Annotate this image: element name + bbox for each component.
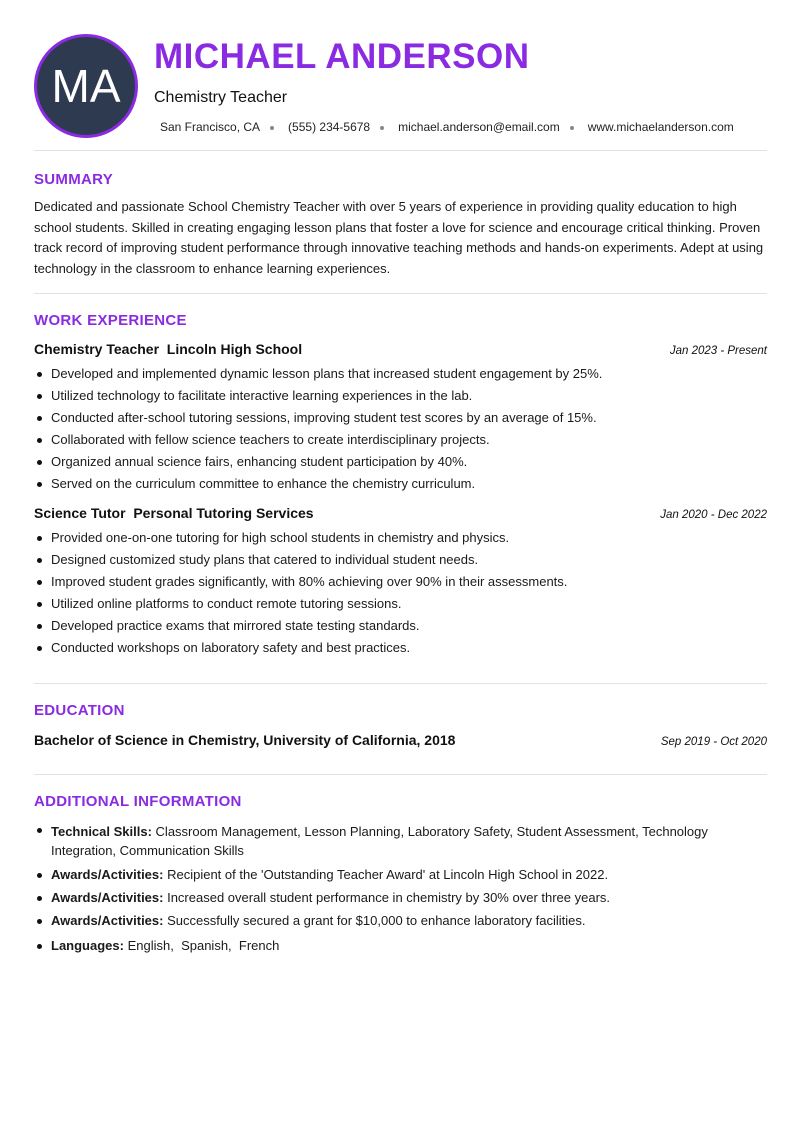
section-heading-education: EDUCATION — [34, 702, 125, 719]
list-item — [34, 890, 767, 906]
item-label: Awards/Activities: — [51, 867, 164, 882]
job-role: Science Tutor Personal Tutoring Services — [34, 505, 314, 521]
summary-section — [34, 151, 767, 279]
job-role: Chemistry Teacher Lincoln High School — [34, 341, 303, 357]
item-text: Successfully secured a grant for $10,000 to enhance laboratory facilities. — [167, 913, 586, 928]
education-date: Sep 2019 - Oct 2020 — [660, 736, 767, 748]
contact-email[interactable]: michael.anderson@email.com — [398, 120, 560, 134]
avatar — [34, 34, 138, 138]
item-label: Awards/Activities: — [51, 913, 164, 928]
item-label: Technical Skills: — [51, 824, 152, 839]
separator-dot — [380, 126, 384, 130]
separator-dot — [570, 126, 574, 130]
list-item: Improved student grades significantly, with 80% achieving over 90% in their assessments. — [34, 574, 767, 590]
list-item: Utilized technology to facilitate interactive learning experiences in the lab. — [34, 388, 767, 404]
job-date: Jan 2020 - Dec 2022 — [660, 509, 767, 521]
separator-dot — [270, 126, 274, 130]
list-item: Conducted after-school tutoring sessions, improving student test scores by an average of 15%. — [34, 410, 767, 426]
section-heading-experience: WORK EXPERIENCE — [34, 312, 187, 329]
list-item: Organized annual science fairs, enhancing student participation by 40%. — [34, 454, 767, 470]
item-text: Increased overall student performance in chemistry by 30% over three years. — [167, 890, 611, 905]
item-label: Languages: — [51, 938, 124, 953]
job-bullets — [34, 530, 767, 656]
list-item — [34, 867, 767, 883]
additional-list — [34, 822, 767, 954]
list-item: Developed practice exams that mirrored state testing standards. — [34, 618, 767, 634]
job-bullets — [34, 366, 767, 492]
list-item: Provided one-on-one tutoring for high school students in chemistry and physics. — [34, 530, 767, 546]
list-item: Developed and implemented dynamic lesson plans that increased student engagement by 25%. — [34, 366, 767, 382]
resume-header — [34, 0, 767, 150]
list-item: Conducted workshops on laboratory safety and best practices. — [34, 640, 767, 656]
contact-info — [160, 120, 734, 134]
list-item — [34, 822, 767, 860]
list-item: Designed customized study plans that catered to individual student needs. — [34, 552, 767, 568]
item-text: Recipient of the 'Outstanding Teacher Award' at Lincoln High School in 2022. — [167, 867, 609, 882]
item-text: Classroom Management, Lesson Planning, Laboratory Safety, Student Assessment, Technology Integration, Communication Skills — [51, 824, 708, 858]
resume-page — [34, 0, 767, 954]
job-date: Jan 2023 - Present — [669, 345, 767, 357]
list-item: Utilized online platforms to conduct remote tutoring sessions. — [34, 596, 767, 612]
section-heading-summary: SUMMARY — [34, 171, 114, 188]
list-item: Collaborated with fellow science teachers to create interdisciplinary projects. — [34, 432, 767, 448]
item-label: Awards/Activities: — [51, 890, 164, 905]
education-section — [34, 684, 767, 748]
contact-website[interactable]: www.michaelanderson.com — [587, 120, 734, 134]
job-entry — [34, 505, 767, 656]
list-item — [34, 913, 767, 929]
job-entry — [34, 341, 767, 492]
list-item: Served on the curriculum committee to enhance the chemistry curriculum. — [34, 476, 767, 492]
summary-text: Dedicated and passionate School Chemistry Teacher with over 5 years of experience in providing quality education to high school students. Skilled in creating engaging lesson plans that foster a love for science and encourage critical thinking. Proven track record of improving student performance through innovative teaching methods and hands-on experiments. Adept at using technology in the classroom to enhance learning experiences. — [34, 199, 764, 276]
education-degree: Bachelor of Science in Chemistry, University of California, 2018 — [34, 732, 456, 748]
job-header — [34, 341, 767, 357]
education-entry — [34, 732, 767, 748]
candidate-name: MICHAEL ANDERSON — [154, 37, 530, 76]
candidate-title: Chemistry Teacher — [154, 89, 288, 106]
avatar-initials: MA — [51, 60, 121, 112]
contact-location: San Francisco, CA — [160, 120, 261, 134]
section-heading-additional: ADDITIONAL INFORMATION — [34, 793, 242, 810]
additional-section — [34, 775, 767, 954]
job-header — [34, 505, 767, 521]
experience-section — [34, 294, 767, 656]
contact-phone: (555) 234-5678 — [288, 120, 371, 134]
item-text: English, Spanish, French — [127, 938, 280, 953]
list-item — [34, 938, 767, 954]
